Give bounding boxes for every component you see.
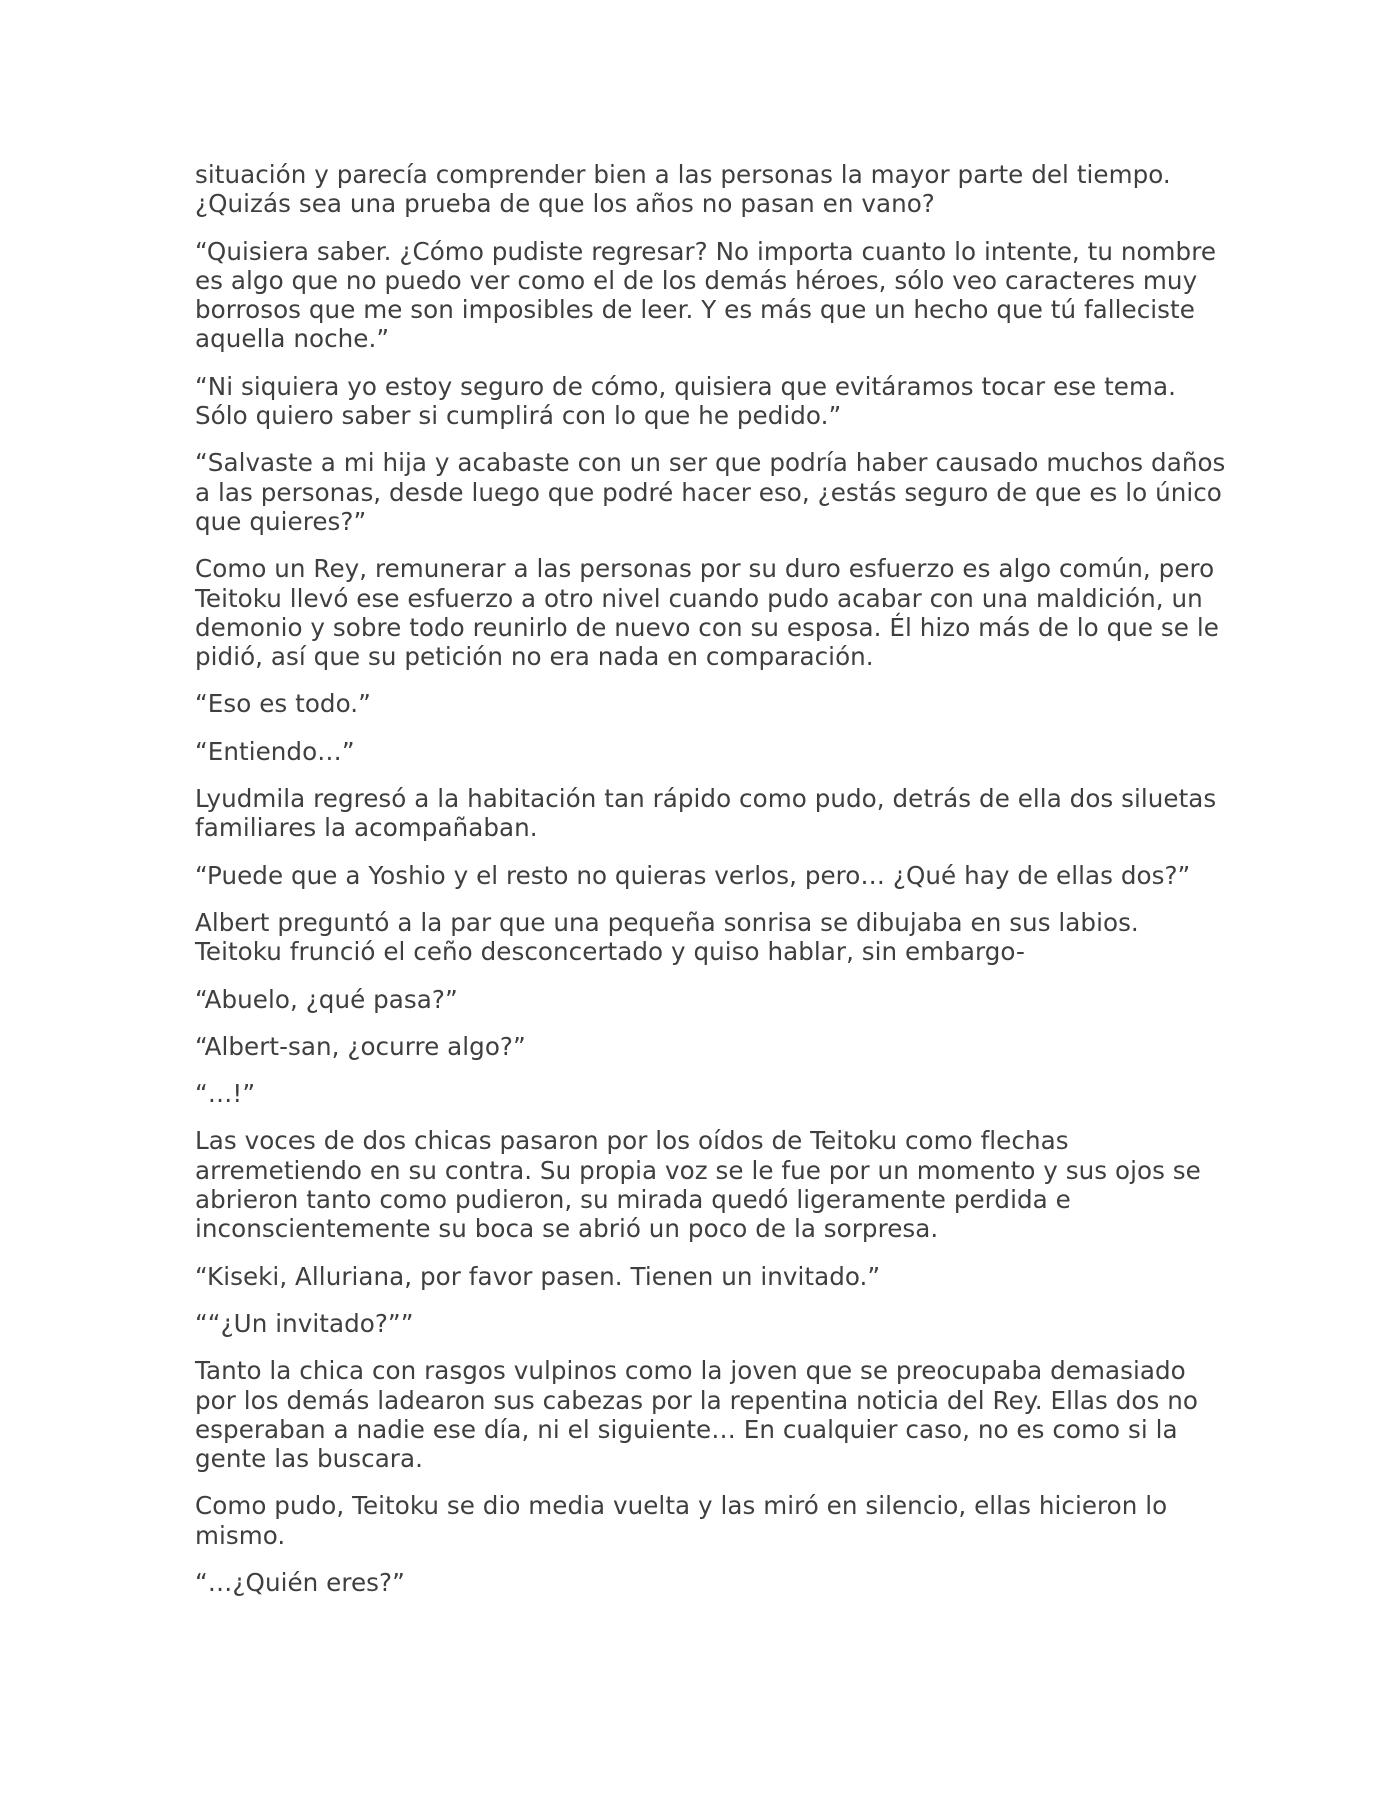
paragraph: “Ni siquiera yo estoy seguro de cómo, quisiera que evitáramos tocar ese tema. Sólo quiero saber si cumplirá con lo que he pedido.” — [195, 371, 1176, 431]
paragraph: Las voces de dos chicas pasaron por los oídos de Teitoku como flechas arremetiendo en su contra. Su propia voz se le fue por un momento y sus ojos se abrieron tanto como pudieron, su mirada quedó ligeramente perdida e inconscientemente su boca se abrió un poco de la sorpresa. — [195, 1126, 1201, 1244]
document-page — [195, 160, 1230, 1615]
paragraph: ““¿Un invitado?”” — [195, 1308, 414, 1338]
paragraph: situación y parecía comprender bien a las personas la mayor parte del tiempo. ¿Quizás sea una prueba de que los años no pasan en vano? — [195, 160, 1171, 219]
paragraph: “Albert-san, ¿ocurre algo?” — [195, 1031, 526, 1061]
paragraph: “Abuelo, ¿qué pasa?” — [195, 984, 458, 1014]
paragraph: Como un Rey, remunerar a las personas por su duro esfuerzo es algo común, pero Teitoku llevó ese esfuerzo a otro nivel cuando pudo acabar con una maldición, un demonio y sobre todo reunirlo de nuevo con su esposa. Él hizo más de lo que se le pidió, así que su petición no era nada en comparación. — [195, 554, 1219, 672]
paragraph: “Quisiera saber. ¿Cómo pudiste regresar? No importa cuanto lo intente, tu nombre es algo que no puedo ver como el de los demás héroes, sólo veo caracteres muy borrosos que me son imposibles de leer. Y es más que un hecho que tú falleciste aquella noche.” — [195, 236, 1217, 354]
paragraph: “…!” — [195, 1079, 256, 1109]
paragraph: “Kiseki, Alluriana, por favor pasen. Tienen un invitado.” — [195, 1261, 881, 1291]
paragraph: Lyudmila regresó a la habitación tan rápido como pudo, detrás de ella dos siluetas familiares la acompañaban. — [195, 784, 1217, 843]
paragraph: “Entiendo…” — [195, 736, 355, 766]
paragraph: “Eso es todo.” — [195, 689, 371, 719]
paragraph: Tanto la chica con rasgos vulpinos como la joven que se preocupaba demasiado por los demás ladearon sus cabezas por la repentina noticia del Rey. Ellas dos no esperaban a nadie ese día, ni el siguiente… En cualquier caso, no es como si la gente las buscara. — [195, 1356, 1198, 1474]
paragraph: Como pudo, Teitoku se dio media vuelta y las miró en silencio, ellas hicieron lo mismo. — [195, 1491, 1168, 1550]
paragraph: “…¿Quién eres?” — [195, 1567, 405, 1597]
paragraph: Albert preguntó a la par que una pequeña sonrisa se dibujaba en sus labios. Teitoku frunció el ceño desconcertado y quiso hablar, sin embargo- — [195, 907, 1139, 967]
paragraph: “Puede que a Yoshio y el resto no quieras verlos, pero… ¿Qué hay de ellas dos?” — [195, 860, 1191, 890]
paragraph: “Salvaste a mi hija y acabaste con un ser que podría haber causado muchos daños a las personas, desde luego que podré hacer eso, ¿estás seguro de que es lo único que quieres?” — [195, 448, 1226, 536]
